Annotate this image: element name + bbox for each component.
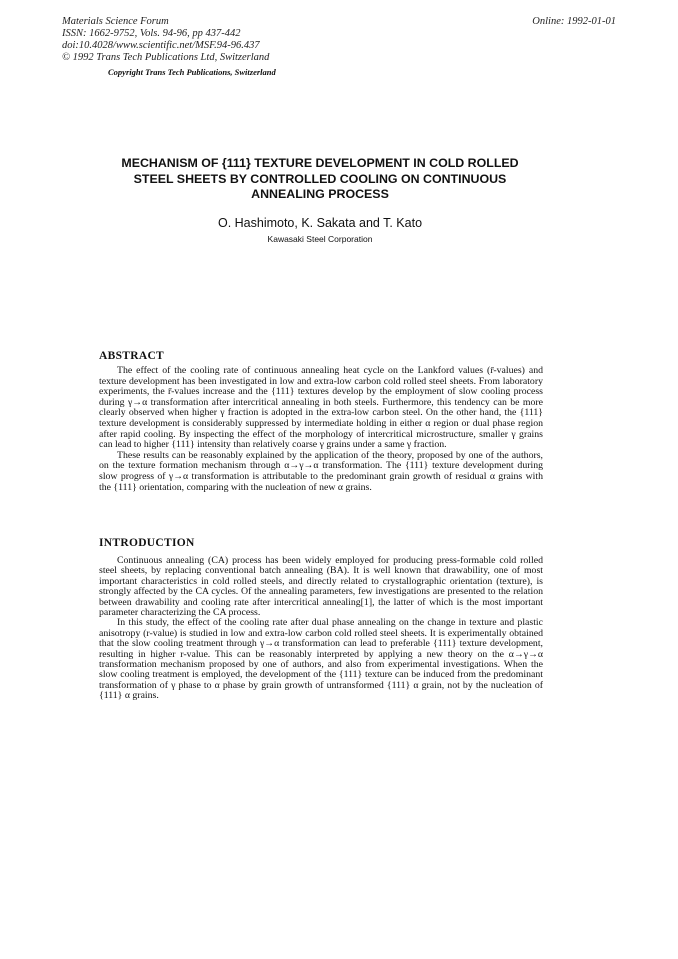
online-date: Online: 1992-01-01 xyxy=(532,16,616,27)
introduction-heading: INTRODUCTION xyxy=(99,537,195,549)
introduction-body xyxy=(99,556,543,702)
abstract-body xyxy=(99,366,543,493)
affiliation: Kawasaki Steel Corporation xyxy=(267,234,373,244)
abstract-paragraph: These results can be reasonably explained by the application of the theory, proposed by one of the authors, on the texture formation mechanism through α→γ→α transformation. The {111} texture development during slow progress of γ→α transformation is attributable to the predominant grain growth of residual α grains with the {111} orientation, comparing with the nucleation of new α grains. xyxy=(99,449,543,493)
publisher-line: © 1992 Trans Tech Publications Ltd, Switzerland xyxy=(62,52,270,63)
introduction-paragraph: In this study, the effect of the cooling rate after dual phase annealing on the change in texture and plastic anisotropy (r-value) is studied in low and extra-low carbon cold rolled steel sheets. It is experimentally obtained that the slow cooling treatment through γ→α transformation can lead to preferable {111} texture development, resulting in higher r-value. This can be reasonably interpreted by applying a new theory on the α→γ→α transformation mechanism proposed by one of authors, and also from experimental investigations. When the slow cooling treatment is employed, the development of the {111} texture can be induced from the predominant transformation of γ phase to α phase by grain growth of untransformed {111} α grain, not by the nucleation of {111} α grains. xyxy=(99,617,543,702)
abstract-heading: ABSTRACT xyxy=(99,350,165,362)
doi-line: doi:10.4028/www.scientific.net/MSF.94-96.437 xyxy=(62,40,260,51)
title-line: ANNEALING PROCESS xyxy=(251,187,389,201)
copyright-note: Copyright Trans Tech Publications, Switzerland xyxy=(108,67,276,77)
journal-info xyxy=(62,16,269,64)
paper-title xyxy=(100,156,540,203)
journal-name: Materials Science Forum xyxy=(62,16,169,27)
title-line: MECHANISM OF {111} TEXTURE DEVELOPMENT IN COLD ROLLED xyxy=(121,156,519,170)
introduction-paragraph: Continuous annealing (CA) process has been widely employed for producing press-formable cold rolled steel sheets, by replacing conventional batch annealing (BA). It is well known that drawability, one of most important characteristics in cold rolled steels, and directly related to crystallographic orientation (texture), is strongly affected by the CA cycles. Of the annealing parameters, few investigations are presented to the relation between drawability and cooling rate after intercritical annealing[1], the latter of which is the most important parameter characterizing the CA process. xyxy=(99,555,543,619)
authors: O. Hashimoto, K. Sakata and T. Kato xyxy=(217,216,423,230)
issn-line: ISSN: 1662-9752, Vols. 94-96, pp 437-442 xyxy=(62,28,241,39)
title-line: STEEL SHEETS BY CONTROLLED COOLING ON CONTINUOUS xyxy=(133,171,507,186)
abstract-paragraph: The effect of the cooling rate of continuous annealing heat cycle on the Lankford values (r̄-values) and texture development has been investigated in low and extra-low carbon cold rolled steel sheets. From laboratory experiments, the r̄-values increase and the {111} textures develop by the employment of slow cooling process during γ→α transformation after intercritical annealing in both steels. Furthermore, this tendency can be more clearly observed when higher γ fraction is adopted in the extra-low carbon steel. On the other hand, the {111} texture development is considerably suppressed by intermediate holding in either α region or dual phase region after rapid cooling. By inspecting the effect of the morphology of intercritical microstructure, smaller γ grains can lead to higher {111} intensity than relatively coarse γ grains under a same γ fraction. xyxy=(99,365,543,451)
